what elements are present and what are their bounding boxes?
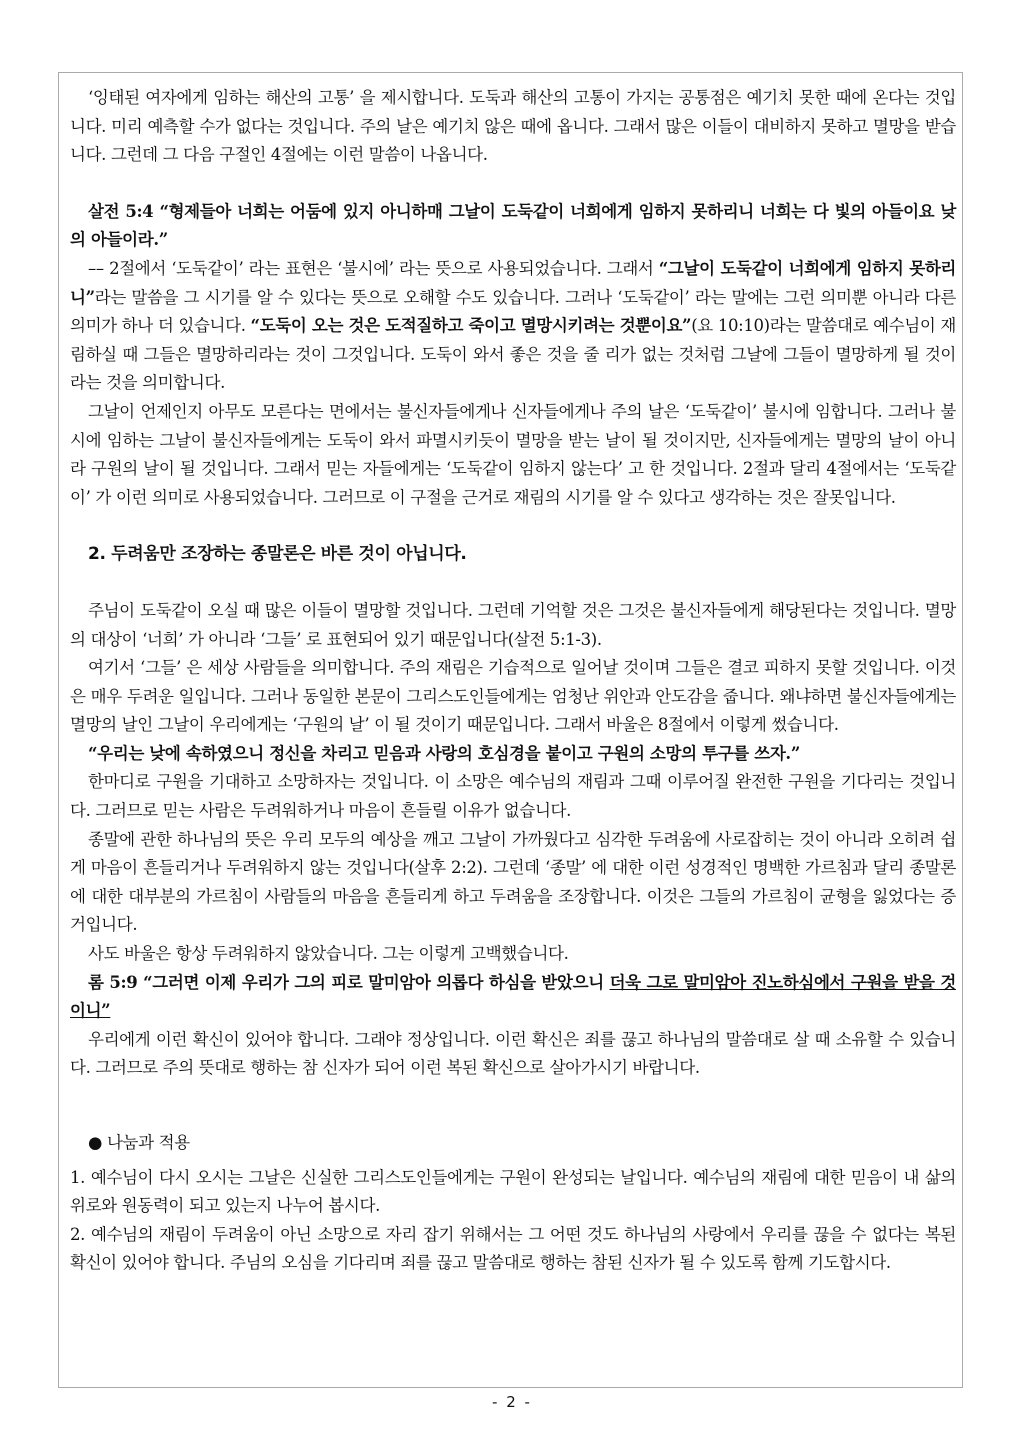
sharing-question-1: 1. 예수님이 다시 오시는 그날은 신실한 그리스도인들에게는 구원이 완성되는 날입니다. 예수님의 재림에 대한 믿음이 내 삶의 위로와 원동력이 되고 있는지 나누어 봅시다.	[70, 1167, 956, 1216]
paragraph-they: 여기서 ‘그들’ 은 세상 사람들을 의미합니다. 주의 재림은 기습적으로 일어날 것이며 그들은 결코 피하지 못할 것입니다. 이것은 매우 두려운 일입니다. 그러나 동일한 본문이 그리스도인들에게는 엄청난 위안과 안도감을 줍니다. 왜냐하면 불신자들에게는 멸망의 날인 그날이 우리에게는 ‘구원의 날’ 이 될 것이기 때문입니다. 그래서 바울은 8절에서 이렇게 썼습니다.	[70, 658, 956, 735]
paragraph-believers-day: 그날이 언제인지 아무도 모른다는 면에서는 불신자들에게나 신자들에게나 주의 날은 ‘도둑같이’ 불시에 임합니다. 그러나 불시에 임하는 그날이 불신자들에게는 도둑이 와서 파멸시키듯이 멸망을 받는 날이 될 것이지만, 신자들에게는 멸망의 날이 아니라 구원의 날이 될 것입니다. 그래서 믿는 자들에게는 ‘도둑같이 임하지 않는다’ 고 한 것입니다. 2절과 달리 4절에서는 ‘도둑같이’ 가 이런 의미로 사용되었습니다. 그러므로 이 구절을 근거로 재림의 시기를 알 수 있다고 생각하는 것은 잘못입니다.	[70, 401, 956, 507]
paragraph-gods-will: 종말에 관한 하나님의 뜻은 우리 모두의 예상을 깨고 그날이 가까웠다고 심각한 두려움에 사로잡히는 것이 아니라 오히려 쉽게 마음이 흔들리거나 두려워하지 않는 것입니다(살후 2:2). 그런데 ‘종말’ 에 대한 이런 성경적인 명백한 가르침과 달리 종말론에 대한 대부분의 가르침이 사람들의 마음을 흔들리게 하고 두려움을 조장합니다. 이것은 그들의 가르침이 균형을 잃었다는 증거입니다.	[70, 829, 956, 935]
sharing-question-2: 2. 예수님의 재림이 두려움이 아닌 소망으로 자리 잡기 위해서는 그 어떤 것도 하나님의 사랑에서 우리를 끊을 수 없다는 복된 확신이 있어야 합니다. 주님의 오심을 기다리며 죄를 끊고 말씀대로 행하는 참된 신자가 될 수 있도록 함께 기도합시다.	[70, 1224, 956, 1273]
paragraph-hope: 한마디로 구원을 기대하고 소망하자는 것입니다. 이 소망은 예수님의 재림과 그때 이루어질 완전한 구원을 기다리는 것입니다. 그러므로 믿는 사람은 두려워하거나 마음이 흔들릴 이유가 없습니다.	[70, 772, 956, 821]
document-body	[70, 84, 956, 1278]
paragraph-unbelievers: 주님이 도둑같이 오실 때 많은 이들이 멸망할 것입니다. 그런데 기억할 것은 그것은 불신자들에게 해당된다는 것입니다. 멸망의 대상이 ‘너희’ 가 아니라 ‘그들’ 로 표현되어 있기 때문입니다(살전 5:1-3).	[70, 600, 956, 649]
paragraph-assurance: 우리에게 이런 확신이 있어야 합니다. 그래야 정상입니다. 이런 확신은 죄를 끊고 하나님의 말씀대로 살 때 소유할 수 있습니다. 그러므로 주의 뜻대로 행하는 참 신자가 되어 이런 복된 확신으로 살아가시기 바랍니다.	[70, 1029, 956, 1078]
paragraph-intro: ‘잉태된 여자에게 임하는 해산의 고통’ 을 제시합니다. 도둑과 해산의 고통이 가지는 공통점은 예기치 못한 때에 온다는 것입니다. 미리 예측할 수가 없다는 것입니다. 주의 날은 예기치 않은 때에 옵니다. 그래서 많은 이들이 대비하지 못하고 멸망을 받습니다. 그런데 그 다음 구절인 4절에는 이런 말씀이 나옵니다.	[70, 88, 956, 165]
paragraph-thief-meaning: –– 2절에서 ‘도둑같이’ 라는 표현은 ‘불시에’ 라는 뜻으로 사용되었습니다. 그래서 “그날이 도둑같이 너희에게 임하지 못하리니”라는 말씀을 그 시기를 알 수 있다는 뜻으로 오해할 수도 있습니다. 그러나 ‘도둑같이’ 라는 말에는 그런 의미뿐 아니라 다른 의미가 하나 더 있습니다. “도둑이 오는 것은 도적질하고 죽이고 멸망시키려는 것뿐이요”(요 10:10)라는 말씀대로 예수님이 재림하실 때 그들은 멸망하리라는 것이 그것입니다. 도둑이 와서 좋은 것을 줄 리가 없는 것처럼 그날에 그들이 멸망하게 될 것이라는 것을 의미합니다.	[70, 258, 957, 393]
section-heading-2: 2. 두려움만 조장하는 종말론은 바른 것이 아닙니다.	[88, 544, 467, 565]
verse-thessalonians-5-8: “우리는 낮에 속하였으니 정신을 차리고 믿음과 사랑의 호심경을 붙이고 구원의 소망의 투구를 쓰자.”	[88, 743, 800, 763]
verse-thessalonians-5-4: 살전 5:4 “형제들아 너희는 어둠에 있지 아니하매 그날이 도둑같이 너희에게 임하지 못하리니 너희는 다 빛의 아들이요 낮의 아들이라.”	[70, 201, 956, 250]
verse-romans-5-9: 롬 5:9 “그러면 이제 우리가 그의 피로 말미암아 의롭다 하심을 받았으니 더욱 그로 말미암아 진노하심에서 구원을 받을 것이니”	[70, 972, 956, 1021]
sharing-title: ● 나눔과 적용	[88, 1133, 190, 1152]
page-number: - 2 -	[492, 1393, 532, 1411]
paragraph-paul: 사도 바울은 항상 두려워하지 않았습니다. 그는 이렇게 고백했습니다.	[88, 944, 569, 964]
